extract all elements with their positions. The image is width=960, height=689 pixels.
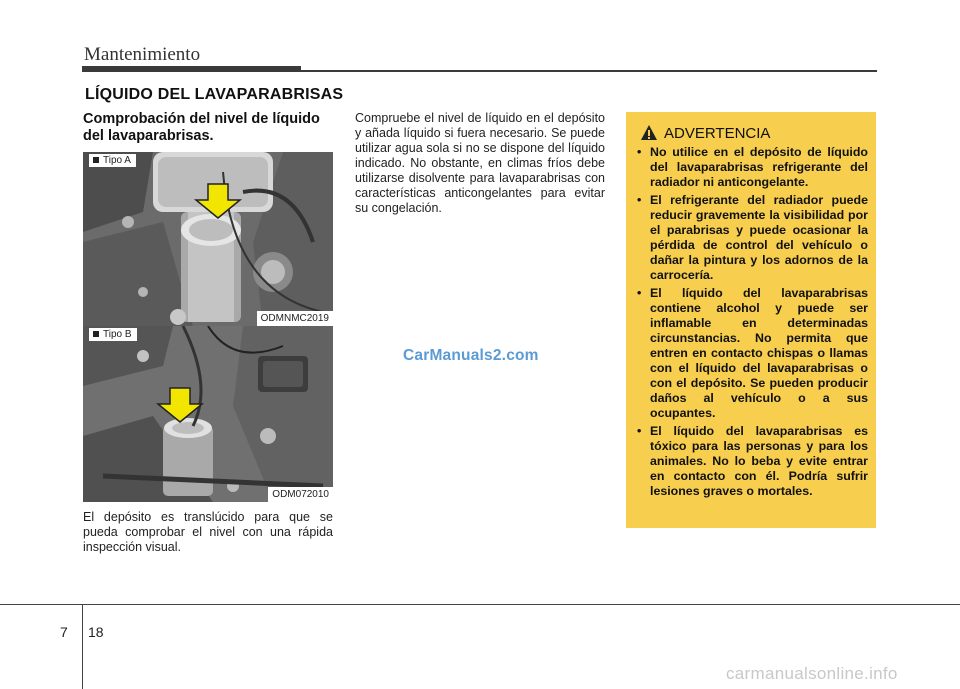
figure-b-code: ODM072010 [268,487,333,502]
warning-title: ADVERTENCIA [664,125,771,142]
warning-triangle-icon [640,124,658,141]
site-logo-link[interactable]: carmanualsonline.info [726,664,898,683]
section-title: LÍQUIDO DEL LAVAPARABRISAS [85,86,344,103]
header-bar [82,66,301,72]
watermark-link[interactable]: CarManuals2.com [403,347,539,364]
figure-a-code: ODMNMC2019 [257,311,333,326]
left-paragraph: El depósito es translúcido para que se pueda comprobar el nivel con una rápida inspección visual. [83,510,333,554]
page-number: 18 [88,624,104,640]
figure-b-label: Tipo B [89,328,137,341]
warning-item: • El líquido del lavaparabrisas es tóxico para las personas y para los animales. No lo beba y evite entrar en contacto con él. Podría sufrir lesiones graves o mortales. [636,424,868,499]
engine-bay-illustration-a [83,152,333,326]
sub-heading: Comprobación del nivel de líquido del lavaparabrisas. [83,111,320,144]
figure-type-b [83,326,333,502]
footer-divider [82,605,83,689]
warning-item: • El líquido del lavaparabrisas contiene alcohol y puede ser inflamable en determinadas circunstancias. No permita que entren en contacto chispas o llamas con el líquido del lavaparabrisas o con el depósito. Se pueden producir daños al vehículo o a sus ocupantes. [636,286,868,421]
footer-rule [0,604,960,605]
middle-paragraph: Compruebe el nivel de líquido en el depósito y añada líquido si fuera necesario. Se puede utilizar agua sola si no se dispone del líquido indicado. No obstante, en climas fríos debe utilizarse disolvente para lavaparabrisas con características anticongelantes para evitar su congelación. [355,111,605,215]
chapter-number: 7 [60,624,68,640]
warning-box [626,112,876,528]
header-rule [300,70,877,72]
engine-bay-illustration-b [83,326,333,502]
warning-header [640,124,870,144]
running-header: Mantenimiento [84,44,201,65]
warning-list [636,145,868,502]
warning-item: • No utilice en el depósito de líquido del lavaparabrisas refrigerante del radiador ni anticongelante. [636,145,868,190]
figure-type-a [83,152,333,326]
figure-a-label: Tipo A [89,154,136,167]
warning-item: • El refrigerante del radiador puede reducir gravemente la visibilidad por el parabrisas y puede ocasionar la pérdida de control del vehículo o dañar la pintura y los adornos de la carrocería. [636,193,868,283]
